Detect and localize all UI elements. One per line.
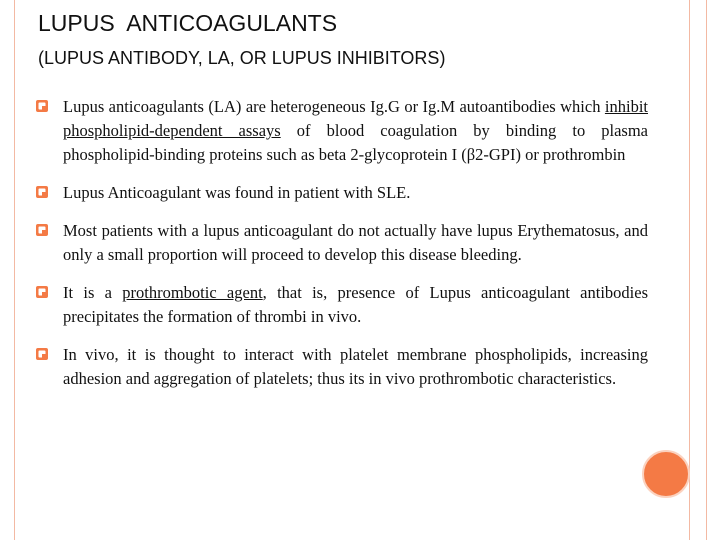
decorative-circle: [642, 450, 690, 498]
frame-line-right: [689, 0, 690, 540]
q-bullet-icon: [36, 224, 48, 236]
bullet-text: In vivo, it is thought to interact with platelet membrane phospholipids, increasing adhesion and aggregation of platelets; thus its in vivo prothrombotic characteristics.: [63, 345, 648, 388]
frame-line-right-outer: [706, 0, 707, 540]
q-bullet-icon: [36, 100, 48, 112]
bullet-text: Lupus Anticoagulant was found in patient with SLE.: [63, 183, 411, 202]
q-bullet-icon: [36, 186, 48, 198]
slide-subtitle: (LUPUS ANTIBODY, LA, OR LUPUS INHIBITORS): [38, 48, 446, 68]
bullet-text: Most patients with a lupus anticoagulant do not actually have lupus Erythematosus, and only a small proportion will proceed to develop this disease bleeding.: [63, 221, 648, 264]
bullet-item: [36, 281, 648, 329]
bullet-item: [36, 95, 648, 167]
bullet-text: It is a prothrombotic agent, that is, presence of Lupus anticoagulant antibodies precipitates the formation of thrombi in vivo.: [63, 283, 649, 326]
bullet-item: [36, 219, 648, 267]
q-bullet-icon: [36, 348, 48, 360]
frame-line-left: [14, 0, 15, 540]
q-bullet-icon: [36, 286, 48, 298]
bullet-item: [36, 181, 648, 205]
underlined-phrase: prothrombotic agent: [122, 283, 263, 302]
underlined-phrase: inhibit phospholipid-dependent assays: [63, 97, 648, 140]
bullet-list: [36, 95, 648, 405]
bullet-item: [36, 343, 648, 391]
slide-title: LUPUS ANTICOAGULANTS: [38, 10, 338, 36]
bullet-text: Lupus anticoagulants (LA) are heterogeneous Ig.G or Ig.M autoantibodies which inhibit phospholipid-dependent assays of blood coagulation by binding to plasma phospholipid-binding proteins such as beta 2-glycoprotein I (β2-GPI) or prothrombin: [63, 97, 649, 164]
